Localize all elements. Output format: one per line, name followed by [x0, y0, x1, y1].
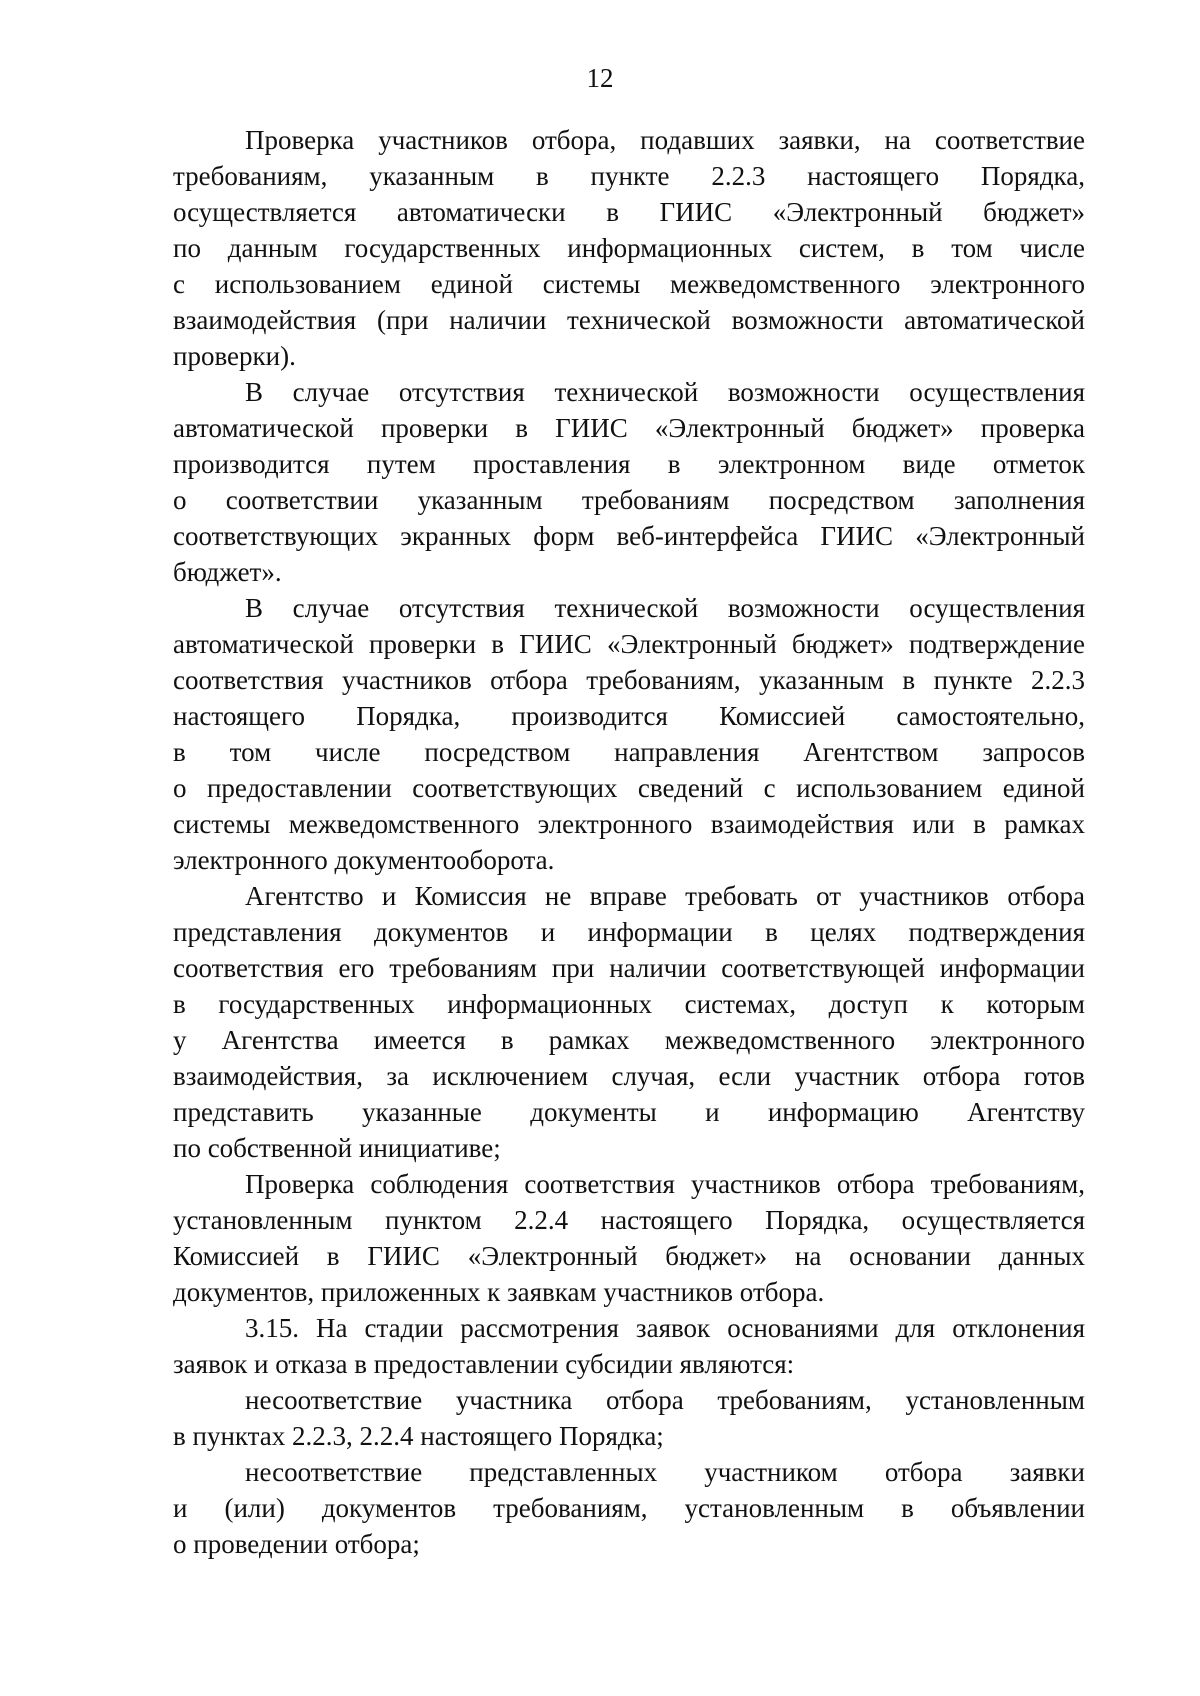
paragraph-ground-participant-mismatch [173, 1382, 1085, 1454]
text-line: производится путем проставления в электронном виде отметок [173, 449, 1085, 479]
text-line: соответствия участников отбора требованиям, указанным в пункте 2.2.3 [173, 665, 1085, 695]
text-line: бюджет». [173, 557, 282, 587]
text-line: в пунктах 2.2.3, 2.2.4 настоящего Порядка; [173, 1421, 664, 1451]
text-line: у Агентства имеется в рамках межведомственного электронного [173, 1025, 1085, 1055]
text-line: по собственной инициативе; [173, 1133, 501, 1163]
text-line: в государственных информационных системах, доступ к которым [173, 989, 1085, 1019]
text-line: о проведении отбора; [173, 1529, 420, 1559]
text-line: о предоставлении соответствующих сведений с использованием единой [173, 773, 1085, 803]
text-line: Проверка соблюдения соответствия участников отбора требованиям, [245, 1169, 1085, 1199]
text-line: настоящего Порядка, производится Комиссией самостоятельно, [173, 701, 1085, 731]
text-line: Проверка участников отбора, подавших заявки, на соответствие [245, 125, 1085, 155]
text-line: в том числе посредством направления Агентством запросов [173, 737, 1085, 767]
text-line: документов, приложенных к заявкам участников отбора. [173, 1277, 825, 1307]
text-line: взаимодействия (при наличии технической возможности автоматической [173, 305, 1085, 335]
text-line: системы межведомственного электронного взаимодействия или в рамках [173, 809, 1085, 839]
paragraph-clause-3-15 [173, 1310, 1085, 1382]
text-line: электронного документооборота. [173, 845, 555, 875]
text-line: Агентство и Комиссия не вправе требовать от участников отбора [245, 881, 1085, 911]
text-line: и (или) документов требованиям, установленным в объявлении [173, 1493, 1085, 1523]
text-line: В случае отсутствия технической возможности осуществления [245, 593, 1085, 623]
paragraph-compliance-check [173, 1166, 1085, 1310]
text-line: представить указанные документы и информацию Агентству [173, 1097, 1085, 1127]
text-line: по данным государственных информационных систем, в том числе [173, 233, 1085, 263]
text-line: с использованием единой системы межведомственного электронного [173, 269, 1085, 299]
text-line: требованиям, указанным в пункте 2.2.3 настоящего Порядка, [173, 161, 1085, 191]
document-body [173, 122, 1085, 1562]
text-line: о соответствии указанным требованиям посредством заполнения [173, 485, 1085, 515]
text-line: заявок и отказа в предоставлении субсидии являются: [173, 1349, 795, 1379]
text-line: автоматической проверки в ГИИС «Электронный бюджет» проверка [173, 413, 1085, 443]
text-line: соответствующих экранных форм веб-интерфейса ГИИС «Электронный [173, 521, 1085, 551]
paragraph-no-document-demand [173, 878, 1085, 1166]
text-line: В случае отсутствия технической возможности осуществления [245, 377, 1085, 407]
text-line: автоматической проверки в ГИИС «Электронный бюджет» подтверждение [173, 629, 1085, 659]
text-line: несоответствие представленных участником отбора заявки [245, 1457, 1085, 1487]
text-line: Комиссией в ГИИС «Электронный бюджет» на основании данных [173, 1241, 1085, 1271]
text-line: установленным пунктом 2.2.4 настоящего Порядка, осуществляется [173, 1205, 1085, 1235]
text-line: несоответствие участника отбора требованиям, установленным [245, 1385, 1085, 1415]
text-line: соответствия его требованиям при наличии соответствующей информации [173, 953, 1085, 983]
page-number: 12 [586, 63, 614, 93]
text-line: представления документов и информации в целях подтверждения [173, 917, 1085, 947]
paragraph-manual-marks [173, 374, 1085, 590]
paragraph-commission-confirmation [173, 590, 1085, 878]
paragraph-verification-automatic [173, 122, 1085, 374]
text-line: 3.15. На стадии рассмотрения заявок основаниями для отклонения [245, 1313, 1085, 1343]
text-line: взаимодействия, за исключением случая, если участник отбора готов [173, 1061, 1085, 1091]
text-line: проверки). [173, 341, 296, 371]
paragraph-ground-documents-mismatch [173, 1454, 1085, 1562]
text-line: осуществляется автоматически в ГИИС «Электронный бюджет» [173, 197, 1085, 227]
